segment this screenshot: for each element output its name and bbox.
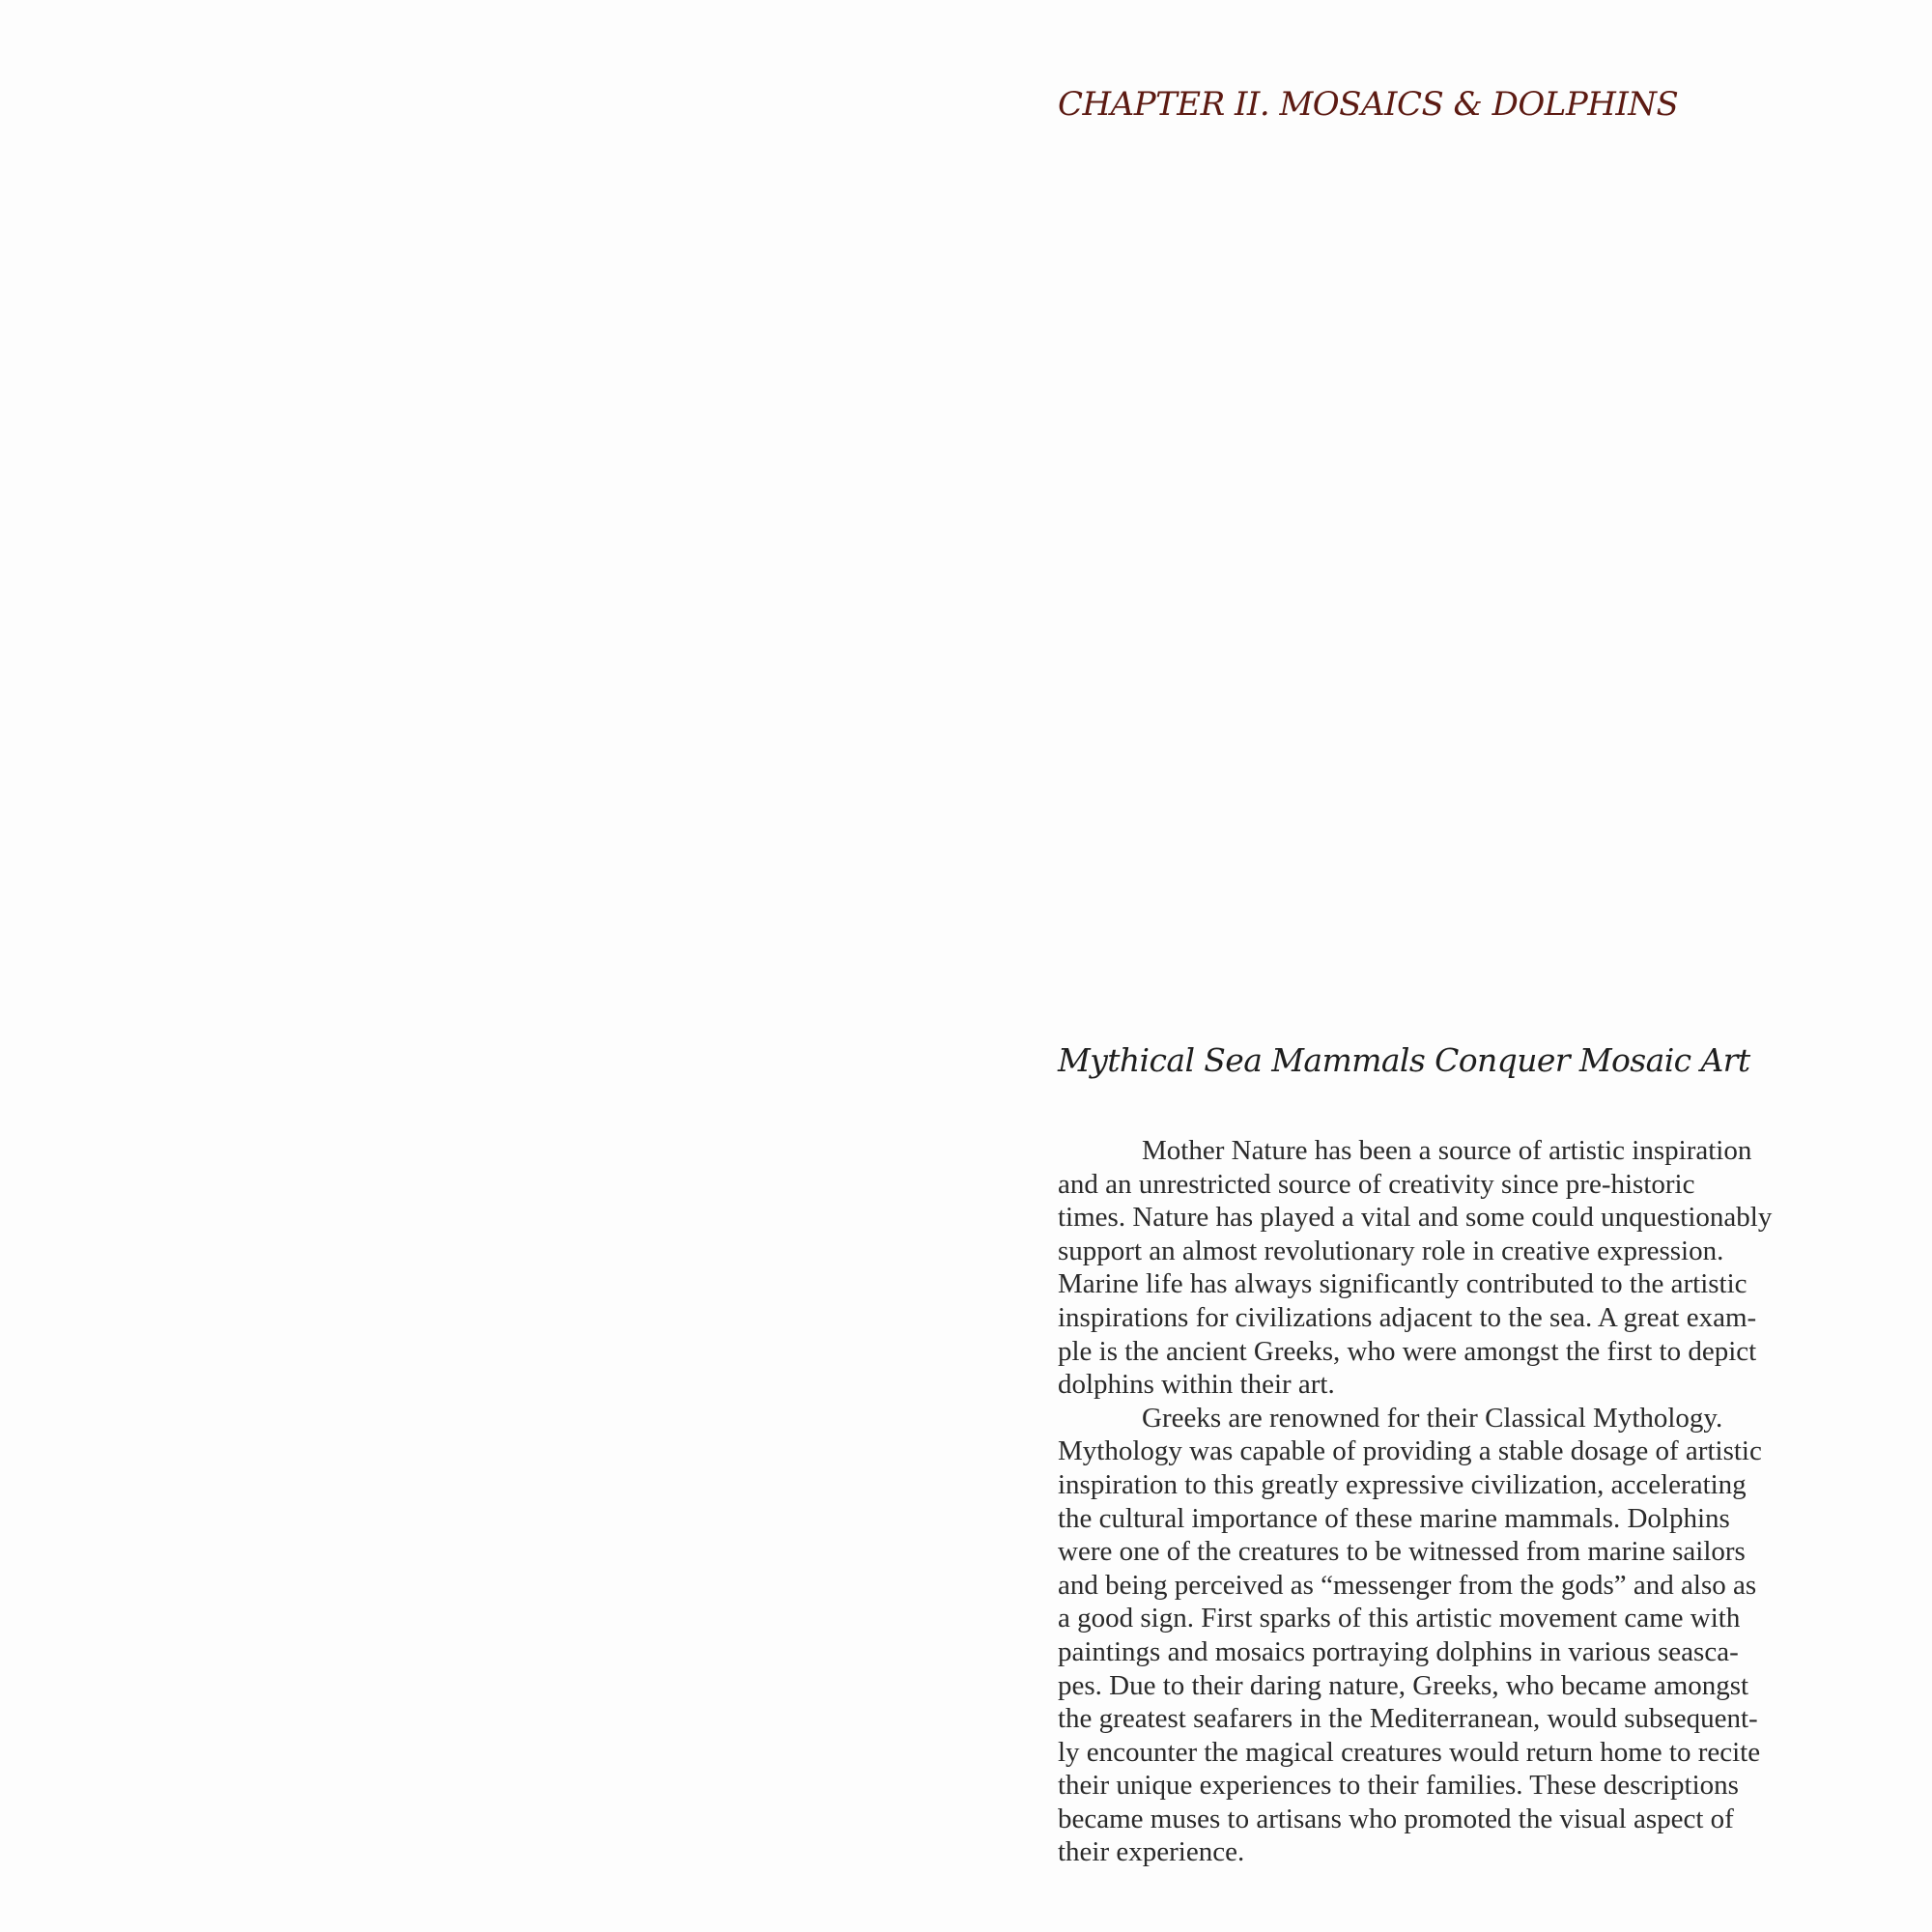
chapter-heading: CHAPTER II. MOSAICS & DOLPHINS (1058, 85, 1679, 124)
paragraph-2-line: Greeks are renowned for their Classical Mythology. (1142, 1402, 1723, 1434)
paragraph-1-line: Mother Nature has been a source of artistic inspiration (1142, 1135, 1752, 1166)
paragraph-2-line: were one of the creatures to be witnessed from marine sailors (1058, 1536, 1746, 1568)
paragraph-2-line: a good sign. First sparks of this artistic movement came with (1058, 1603, 1741, 1634)
paragraph-2-line: pes. Due to their daring nature, Greeks, who became amongst (1058, 1669, 1749, 1701)
paragraph-1-line: times. Nature has played a vital and some could unquestionably (1058, 1202, 1773, 1234)
paragraph-2-line: paintings and mosaics portraying dolphins in various seasca- (1058, 1635, 1739, 1667)
paragraph-2-line: the cultural importance of these marine mammals. Dolphins (1058, 1502, 1730, 1534)
paragraph-2-line: their unique experiences to their families. These descriptions (1058, 1770, 1739, 1802)
paragraph-1-line: and an unrestricted source of creativity since pre-historic (1058, 1168, 1695, 1200)
paragraph-1-line: Marine life has always significantly contributed to the artistic (1058, 1268, 1747, 1300)
section-heading: Mythical Sea Mammals Conquer Mosaic Art (1058, 1041, 1750, 1079)
paragraph-2-line: and being perceived as “messenger from the gods” and also as (1058, 1569, 1757, 1601)
paragraph-2-line: Mythology was capable of providing a stable dosage of artistic (1058, 1435, 1762, 1467)
paragraph-2-line: ly encounter the magical creatures would return home to recite (1058, 1736, 1761, 1768)
paragraph-1-line: inspirations for civilizations adjacent to the sea. A great exam- (1058, 1301, 1757, 1333)
paragraph-2-line: their experience. (1058, 1836, 1245, 1868)
paragraph-1-line: support an almost revolutionary role in creative expression. (1058, 1235, 1724, 1266)
paragraph-1-line: dolphins within their art. (1058, 1369, 1335, 1401)
paragraph-1-line: ple is the ancient Greeks, who were amongst the first to depict (1058, 1335, 1757, 1367)
paragraph-2-line: became muses to artisans who promoted the visual aspect of (1058, 1803, 1734, 1834)
body-text (1058, 1134, 1860, 1869)
paragraph-2-line: the greatest seafarers in the Mediterranean, would subsequent- (1058, 1703, 1758, 1735)
paragraph-2-line: inspiration to this greatly expressive civilization, accelerating (1058, 1468, 1747, 1500)
